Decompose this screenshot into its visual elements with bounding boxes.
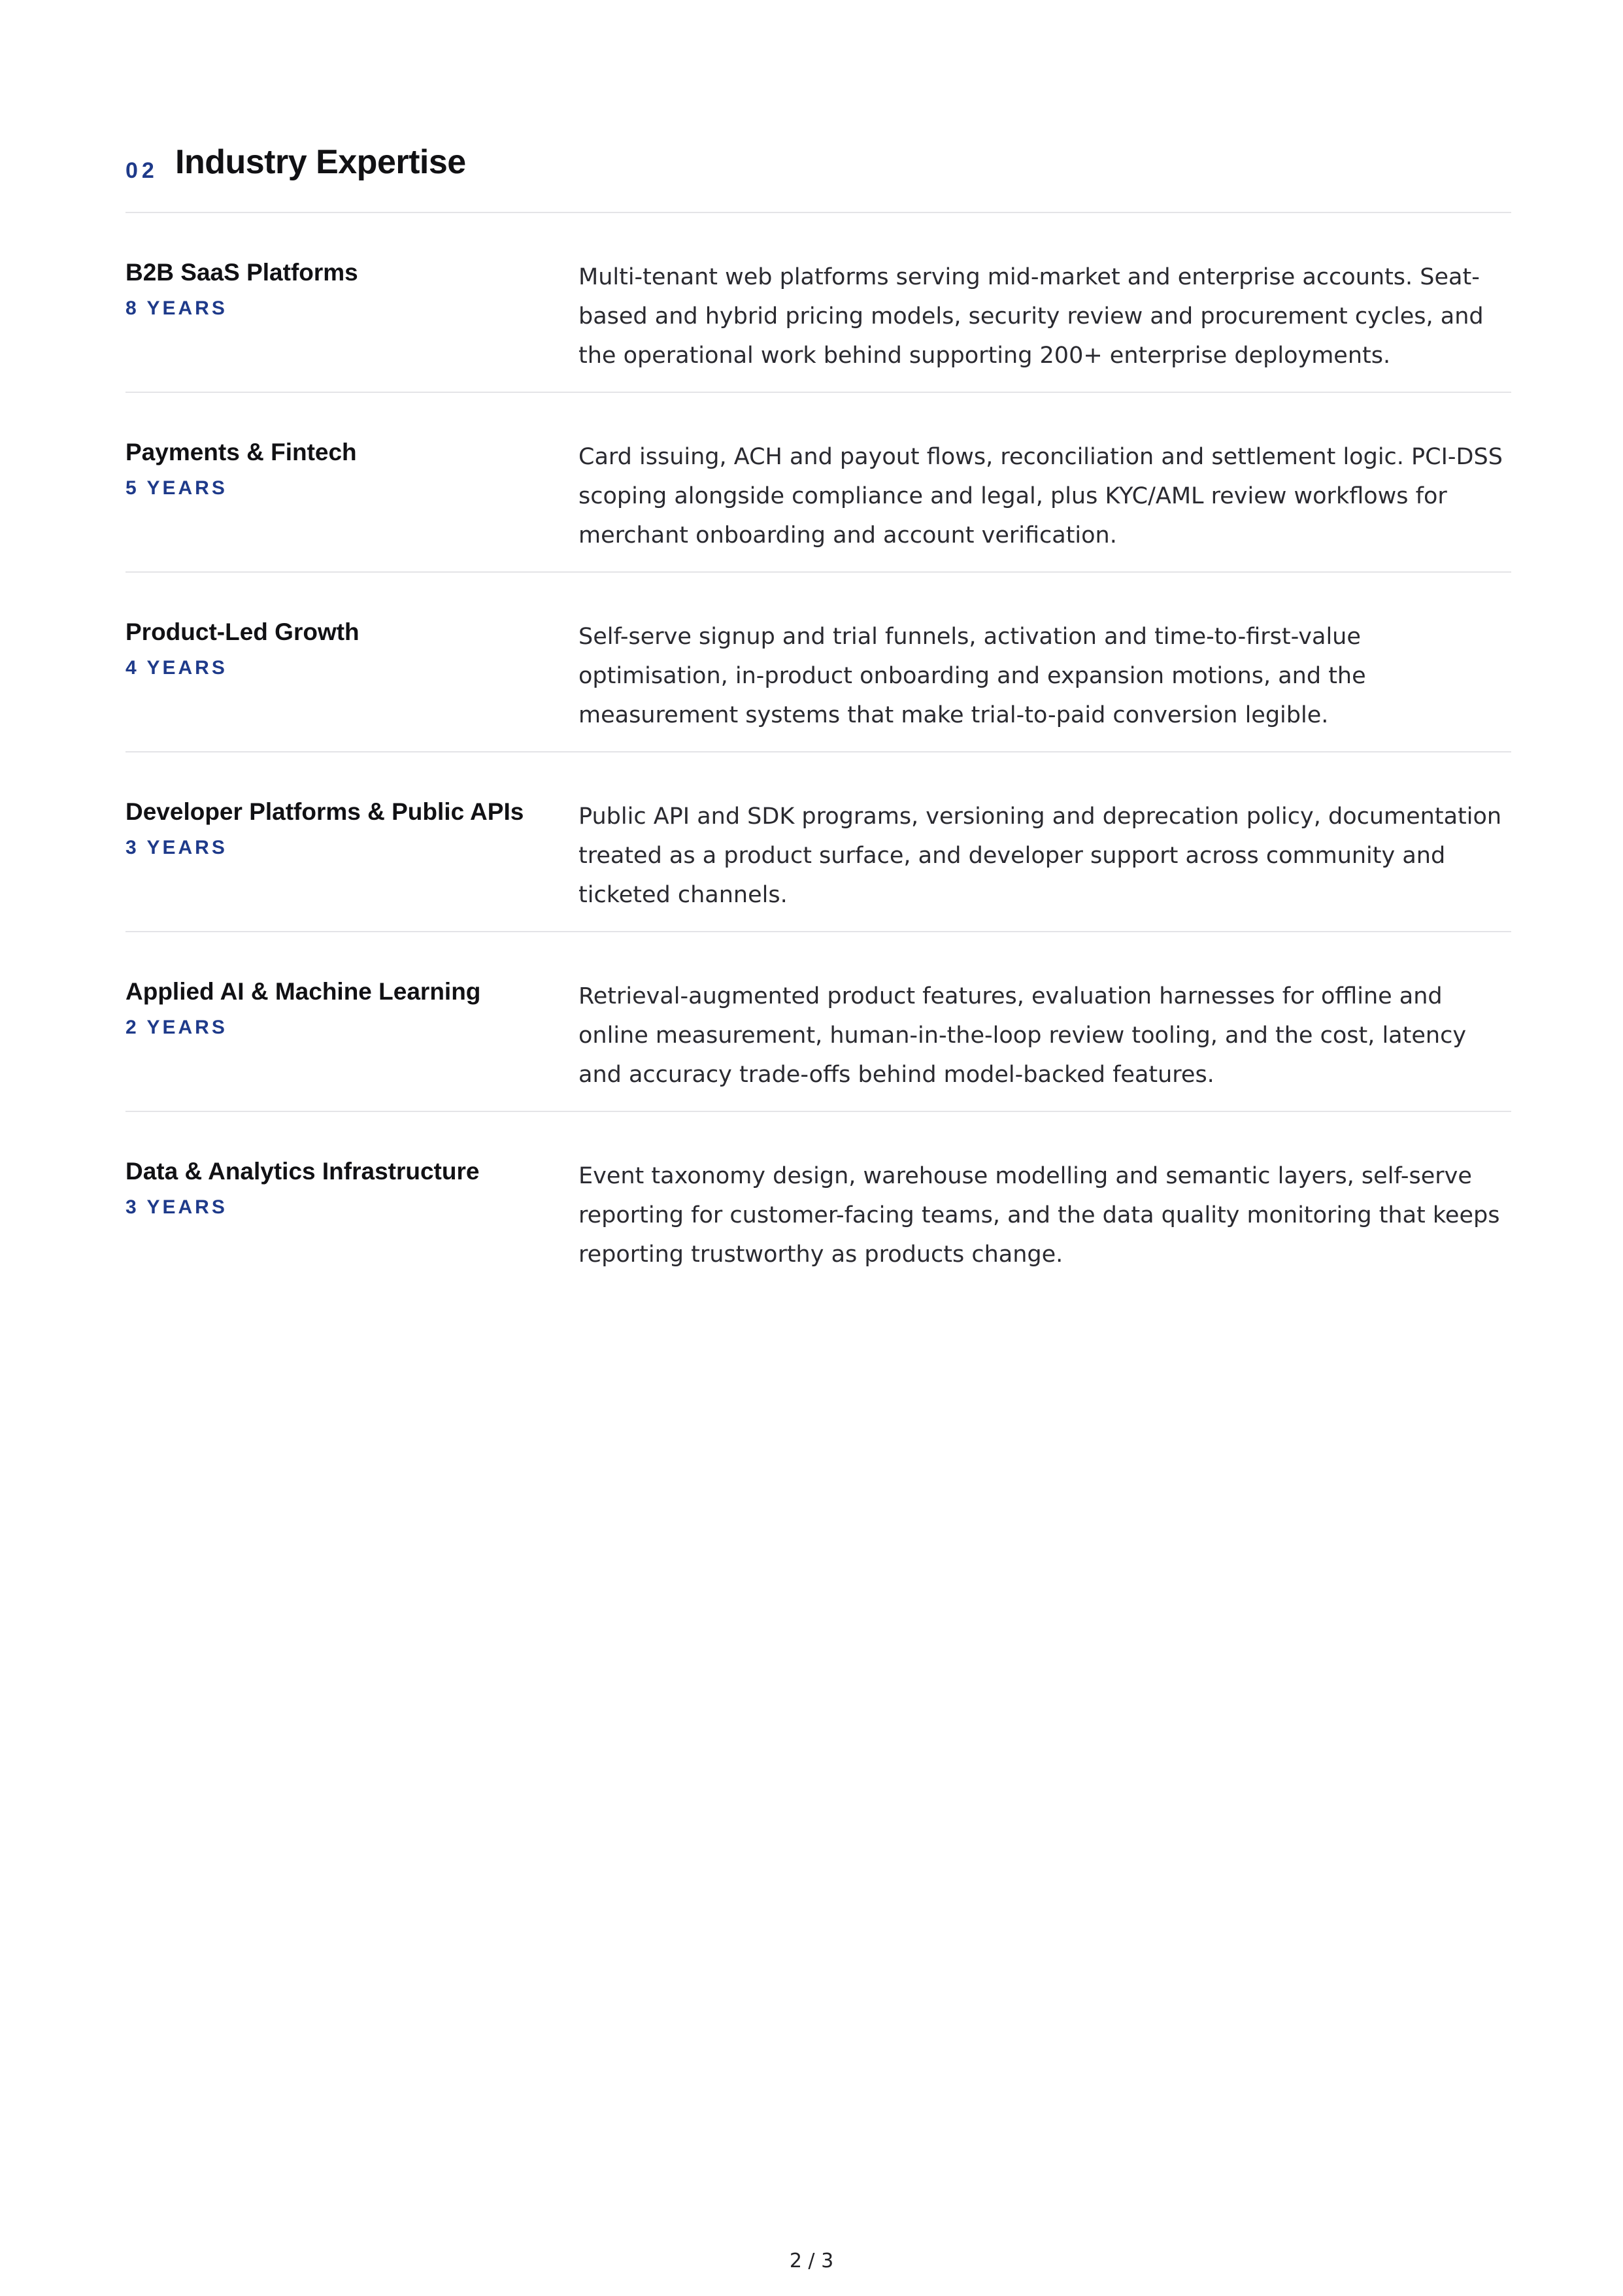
expertise-description: Self-serve signup and trial funnels, activation and time-to-first-value optimisation, in-product onboarding and expansion motions, and the measurement systems that make trial-to-paid conversion legible. xyxy=(578,624,1366,728)
expertise-title: B2B SaaS Platforms xyxy=(125,259,358,286)
expertise-heading xyxy=(125,798,570,860)
expertise-title: Payments & Fintech xyxy=(125,439,357,465)
section-header xyxy=(125,143,1511,213)
expertise-title: Developer Platforms & Public APIs xyxy=(125,798,524,825)
expertise-description: Retrieval-augmented product features, evaluation harnesses for offline and online measurement, human-in-the-loop review tooling, and the cost, latency and accuracy trade-offs behind model-backed features. xyxy=(578,983,1467,1088)
expertise-years: 3 YEARS xyxy=(125,1196,227,1218)
expertise-years: 4 YEARS xyxy=(125,657,227,679)
expertise-years: 8 YEARS xyxy=(125,297,227,319)
expertise-row xyxy=(125,932,1511,1112)
section-number: 02 xyxy=(125,158,158,183)
expertise-years: 2 YEARS xyxy=(125,1017,227,1038)
expertise-heading xyxy=(125,258,570,320)
expertise-title: Data & Analytics Infrastructure xyxy=(125,1158,480,1185)
expertise-row xyxy=(125,1112,1511,1292)
expertise-title: Applied AI & Machine Learning xyxy=(125,978,481,1005)
expertise-heading xyxy=(125,618,570,680)
expertise-row xyxy=(125,752,1511,932)
expertise-row xyxy=(125,573,1511,752)
expertise-list xyxy=(125,213,1511,1292)
expertise-heading xyxy=(125,977,570,1039)
section-title: Industry Expertise xyxy=(175,143,466,181)
expertise-description: Card issuing, ACH and payout flows, reconciliation and settlement logic. PCI-DSS scoping alongside compliance and legal, plus KYC/AML review workflows for merchant onboarding and account verification. xyxy=(578,444,1503,549)
page-number: 2 / 3 xyxy=(789,2250,834,2272)
expertise-heading xyxy=(125,1157,570,1219)
expertise-title: Product-Led Growth xyxy=(125,618,360,645)
expertise-description: Multi-tenant web platforms serving mid-market and enterprise accounts. Seat-based and hybrid pricing models, security review and procurement cycles, and the operational work behind supporting 200+ enterprise deployments. xyxy=(578,264,1484,369)
expertise-row xyxy=(125,393,1511,573)
expertise-row xyxy=(125,213,1511,393)
expertise-years: 3 YEARS xyxy=(125,837,227,858)
expertise-heading xyxy=(125,438,570,500)
expertise-description: Public API and SDK programs, versioning and deprecation policy, documentation treated as a product surface, and developer support across community and ticketed channels. xyxy=(578,803,1502,908)
expertise-description: Event taxonomy design, warehouse modelling and semantic layers, self-serve reporting for customer-facing teams, and the data quality monitoring that keeps reporting trustworthy as products change. xyxy=(578,1163,1500,1268)
expertise-years: 5 YEARS xyxy=(125,477,227,499)
